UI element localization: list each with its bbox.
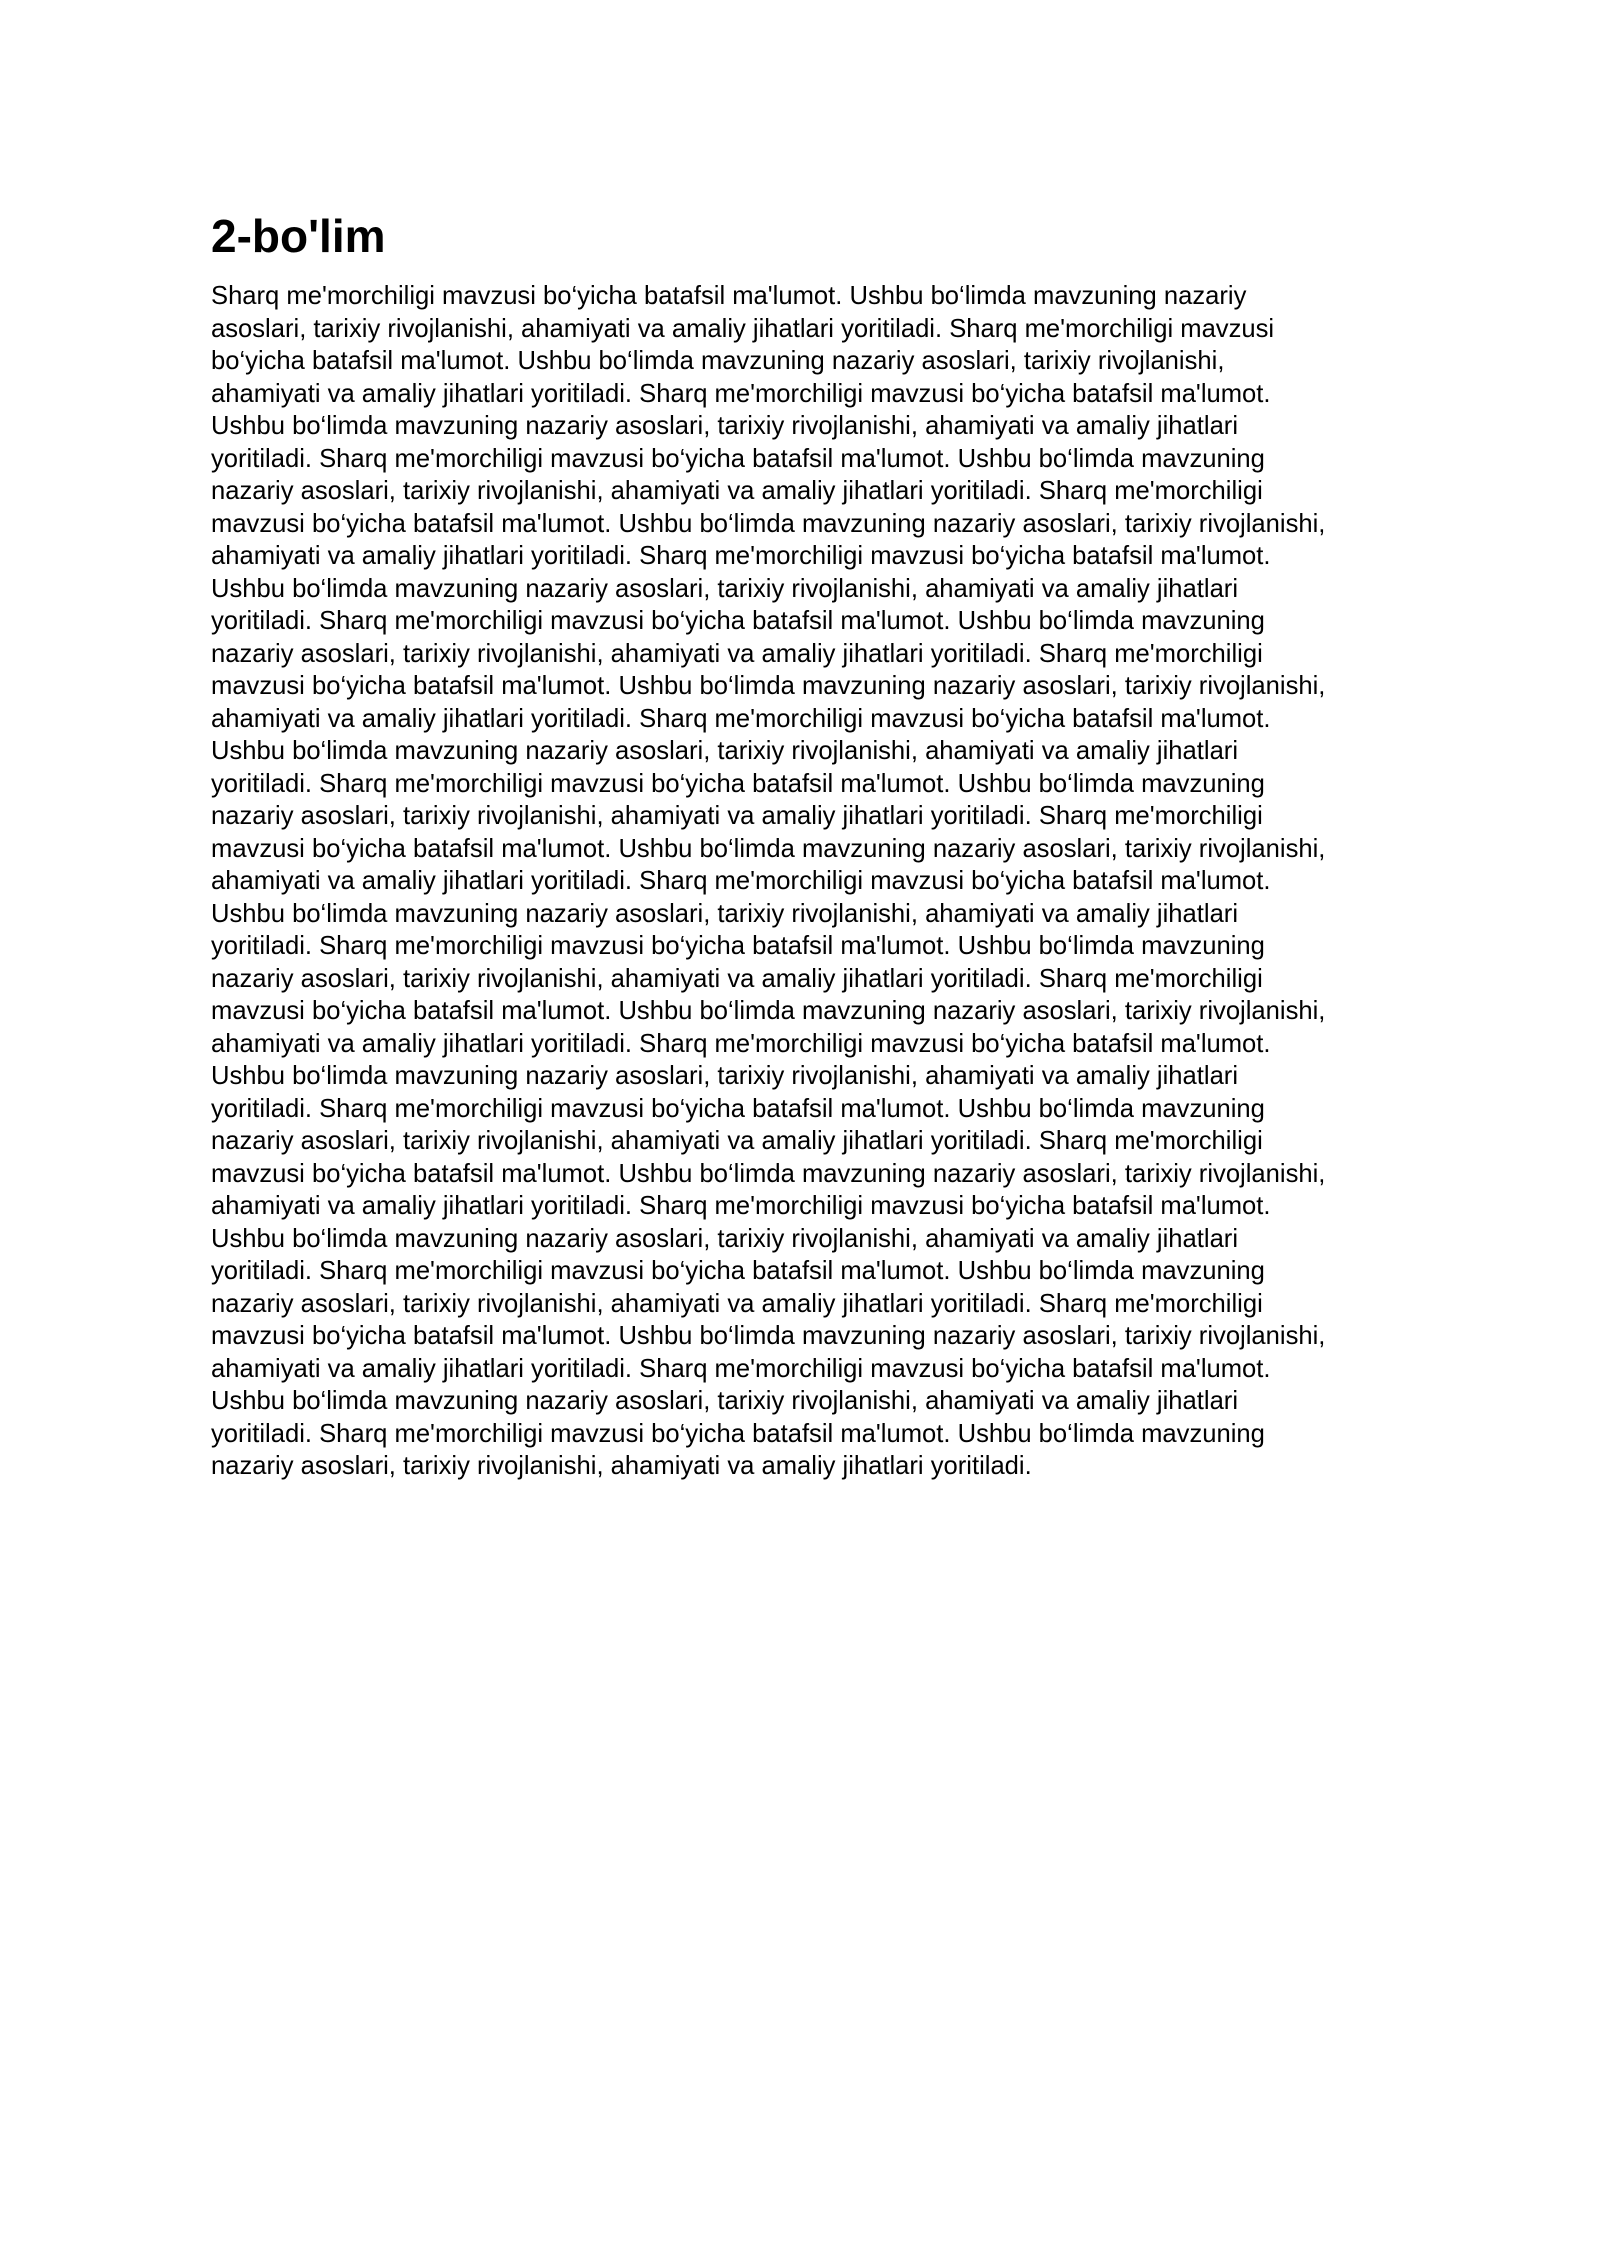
paragraph-line: mavzusi bo‘yicha batafsil ma'lumot. Ushbu bo‘limda mavzuning nazariy asoslari, tarixiy rivojlanishi, (211, 997, 1326, 1025)
paragraph-line: mavzusi bo‘yicha batafsil ma'lumot. Ushbu bo‘limda mavzuning nazariy asoslari, tarixiy rivojlanishi, (211, 509, 1326, 538)
paragraph-line: mavzusi bo‘yicha batafsil ma'lumot. Ushbu bo‘limda mavzuning nazariy asoslari, tarixiy rivojlanishi, (211, 834, 1326, 863)
paragraph-line: nazariy asoslari, tarixiy rivojlanishi, ahamiyati va amaliy jihatlari yoritiladi. Sharq me'morchiligi (211, 639, 1263, 668)
paragraph-line: yoritiladi. Sharq me'morchiligi mavzusi bo‘yicha batafsil ma'lumot. Ushbu bo‘limda mavzuning (211, 932, 1265, 960)
paragraph-line: Ushbu bo‘limda mavzuning nazariy asoslari, tarixiy rivojlanishi, ahamiyati va amaliy jihatlari (211, 737, 1239, 765)
paragraph-line: ahamiyati va amaliy jihatlari yoritiladi. Sharq me'morchiligi mavzusi bo‘yicha batafsil ma'lumot. (211, 1192, 1271, 1220)
paragraph-line: yoritiladi. Sharq me'morchiligi mavzusi bo‘yicha batafsil ma'lumot. Ushbu bo‘limda mavzuning (211, 444, 1265, 473)
paragraph-line: nazariy asoslari, tarixiy rivojlanishi, ahamiyati va amaliy jihatlari yoritiladi. Sharq me'morchiligi (211, 802, 1263, 830)
paragraph-line: Ushbu bo‘limda mavzuning nazariy asoslari, tarixiy rivojlanishi, ahamiyati va amaliy jihatlari (211, 1062, 1239, 1090)
paragraph-line: Ushbu bo‘limda mavzuning nazariy asoslari, tarixiy rivojlanishi, ahamiyati va amaliy jihatlari (211, 1224, 1239, 1253)
paragraph-line: mavzusi bo‘yicha batafsil ma'lumot. Ushbu bo‘limda mavzuning nazariy asoslari, tarixiy rivojlanishi, (211, 1322, 1326, 1350)
paragraph-line: Ushbu bo‘limda mavzuning nazariy asoslari, tarixiy rivojlanishi, ahamiyati va amaliy jihatlari (211, 899, 1239, 928)
paragraph-line: ahamiyati va amaliy jihatlari yoritiladi. Sharq me'morchiligi mavzusi bo‘yicha batafsil ma'lumot. (211, 1029, 1271, 1058)
paragraph-line: nazariy asoslari, tarixiy rivojlanishi, ahamiyati va amaliy jihatlari yoritiladi. Sharq me'morchiligi (211, 1127, 1263, 1155)
paragraph-line: nazariy asoslari, tarixiy rivojlanishi, ahamiyati va amaliy jihatlari yoritiladi. Sharq me'morchiligi (211, 477, 1263, 505)
paragraph-line: ahamiyati va amaliy jihatlari yoritiladi. Sharq me'morchiligi mavzusi bo‘yicha batafsil ma'lumot. (211, 1354, 1271, 1383)
paragraph-line: ahamiyati va amaliy jihatlari yoritiladi. Sharq me'morchiligi mavzusi bo‘yicha batafsil ma'lumot. (211, 867, 1271, 895)
paragraph-line: bo‘yicha batafsil ma'lumot. Ushbu bo‘limda mavzuning nazariy asoslari, tarixiy rivojlanishi, (211, 347, 1225, 375)
document-page (211, 208, 1396, 1483)
paragraph-line: mavzusi bo‘yicha batafsil ma'lumot. Ushbu bo‘limda mavzuning nazariy asoslari, tarixiy rivojlanishi, (211, 672, 1326, 700)
paragraph-line: nazariy asoslari, tarixiy rivojlanishi, ahamiyati va amaliy jihatlari yoritiladi. Sharq me'morchiligi (211, 1289, 1263, 1318)
paragraph-line: yoritiladi. Sharq me'morchiligi mavzusi bo‘yicha batafsil ma'lumot. Ushbu bo‘limda mavzuning (211, 1257, 1265, 1285)
paragraph-line: Ushbu bo‘limda mavzuning nazariy asoslari, tarixiy rivojlanishi, ahamiyati va amaliy jihatlari (211, 1387, 1239, 1415)
section-paragraph (211, 280, 1396, 1483)
paragraph-line: yoritiladi. Sharq me'morchiligi mavzusi bo‘yicha batafsil ma'lumot. Ushbu bo‘limda mavzuning (211, 607, 1265, 635)
section-heading: 2-bo'lim (211, 210, 386, 262)
paragraph-line: Sharq me'morchiligi mavzusi bo‘yicha batafsil ma'lumot. Ushbu bo‘limda mavzuning nazariy (211, 282, 1247, 310)
paragraph-line: mavzusi bo‘yicha batafsil ma'lumot. Ushbu bo‘limda mavzuning nazariy asoslari, tarixiy rivojlanishi, (211, 1159, 1326, 1188)
paragraph-line: nazariy asoslari, tarixiy rivojlanishi, ahamiyati va amaliy jihatlari yoritiladi. (211, 1452, 1032, 1480)
paragraph-line: yoritiladi. Sharq me'morchiligi mavzusi bo‘yicha batafsil ma'lumot. Ushbu bo‘limda mavzuning (211, 769, 1265, 798)
paragraph-line: nazariy asoslari, tarixiy rivojlanishi, ahamiyati va amaliy jihatlari yoritiladi. Sharq me'morchiligi (211, 964, 1263, 993)
paragraph-line: yoritiladi. Sharq me'morchiligi mavzusi bo‘yicha batafsil ma'lumot. Ushbu bo‘limda mavzuning (211, 1419, 1265, 1448)
paragraph-line: ahamiyati va amaliy jihatlari yoritiladi. Sharq me'morchiligi mavzusi bo‘yicha batafsil ma'lumot. (211, 704, 1271, 733)
paragraph-line: Ushbu bo‘limda mavzuning nazariy asoslari, tarixiy rivojlanishi, ahamiyati va amaliy jihatlari (211, 412, 1239, 440)
paragraph-line: ahamiyati va amaliy jihatlari yoritiladi. Sharq me'morchiligi mavzusi bo‘yicha batafsil ma'lumot. (211, 379, 1271, 408)
paragraph-line: yoritiladi. Sharq me'morchiligi mavzusi bo‘yicha batafsil ma'lumot. Ushbu bo‘limda mavzuning (211, 1094, 1265, 1123)
paragraph-line: asoslari, tarixiy rivojlanishi, ahamiyati va amaliy jihatlari yoritiladi. Sharq me'morchiligi mavzusi (211, 314, 1275, 343)
paragraph-line: ahamiyati va amaliy jihatlari yoritiladi. Sharq me'morchiligi mavzusi bo‘yicha batafsil ma'lumot. (211, 542, 1271, 570)
paragraph-line: Ushbu bo‘limda mavzuning nazariy asoslari, tarixiy rivojlanishi, ahamiyati va amaliy jihatlari (211, 574, 1239, 603)
